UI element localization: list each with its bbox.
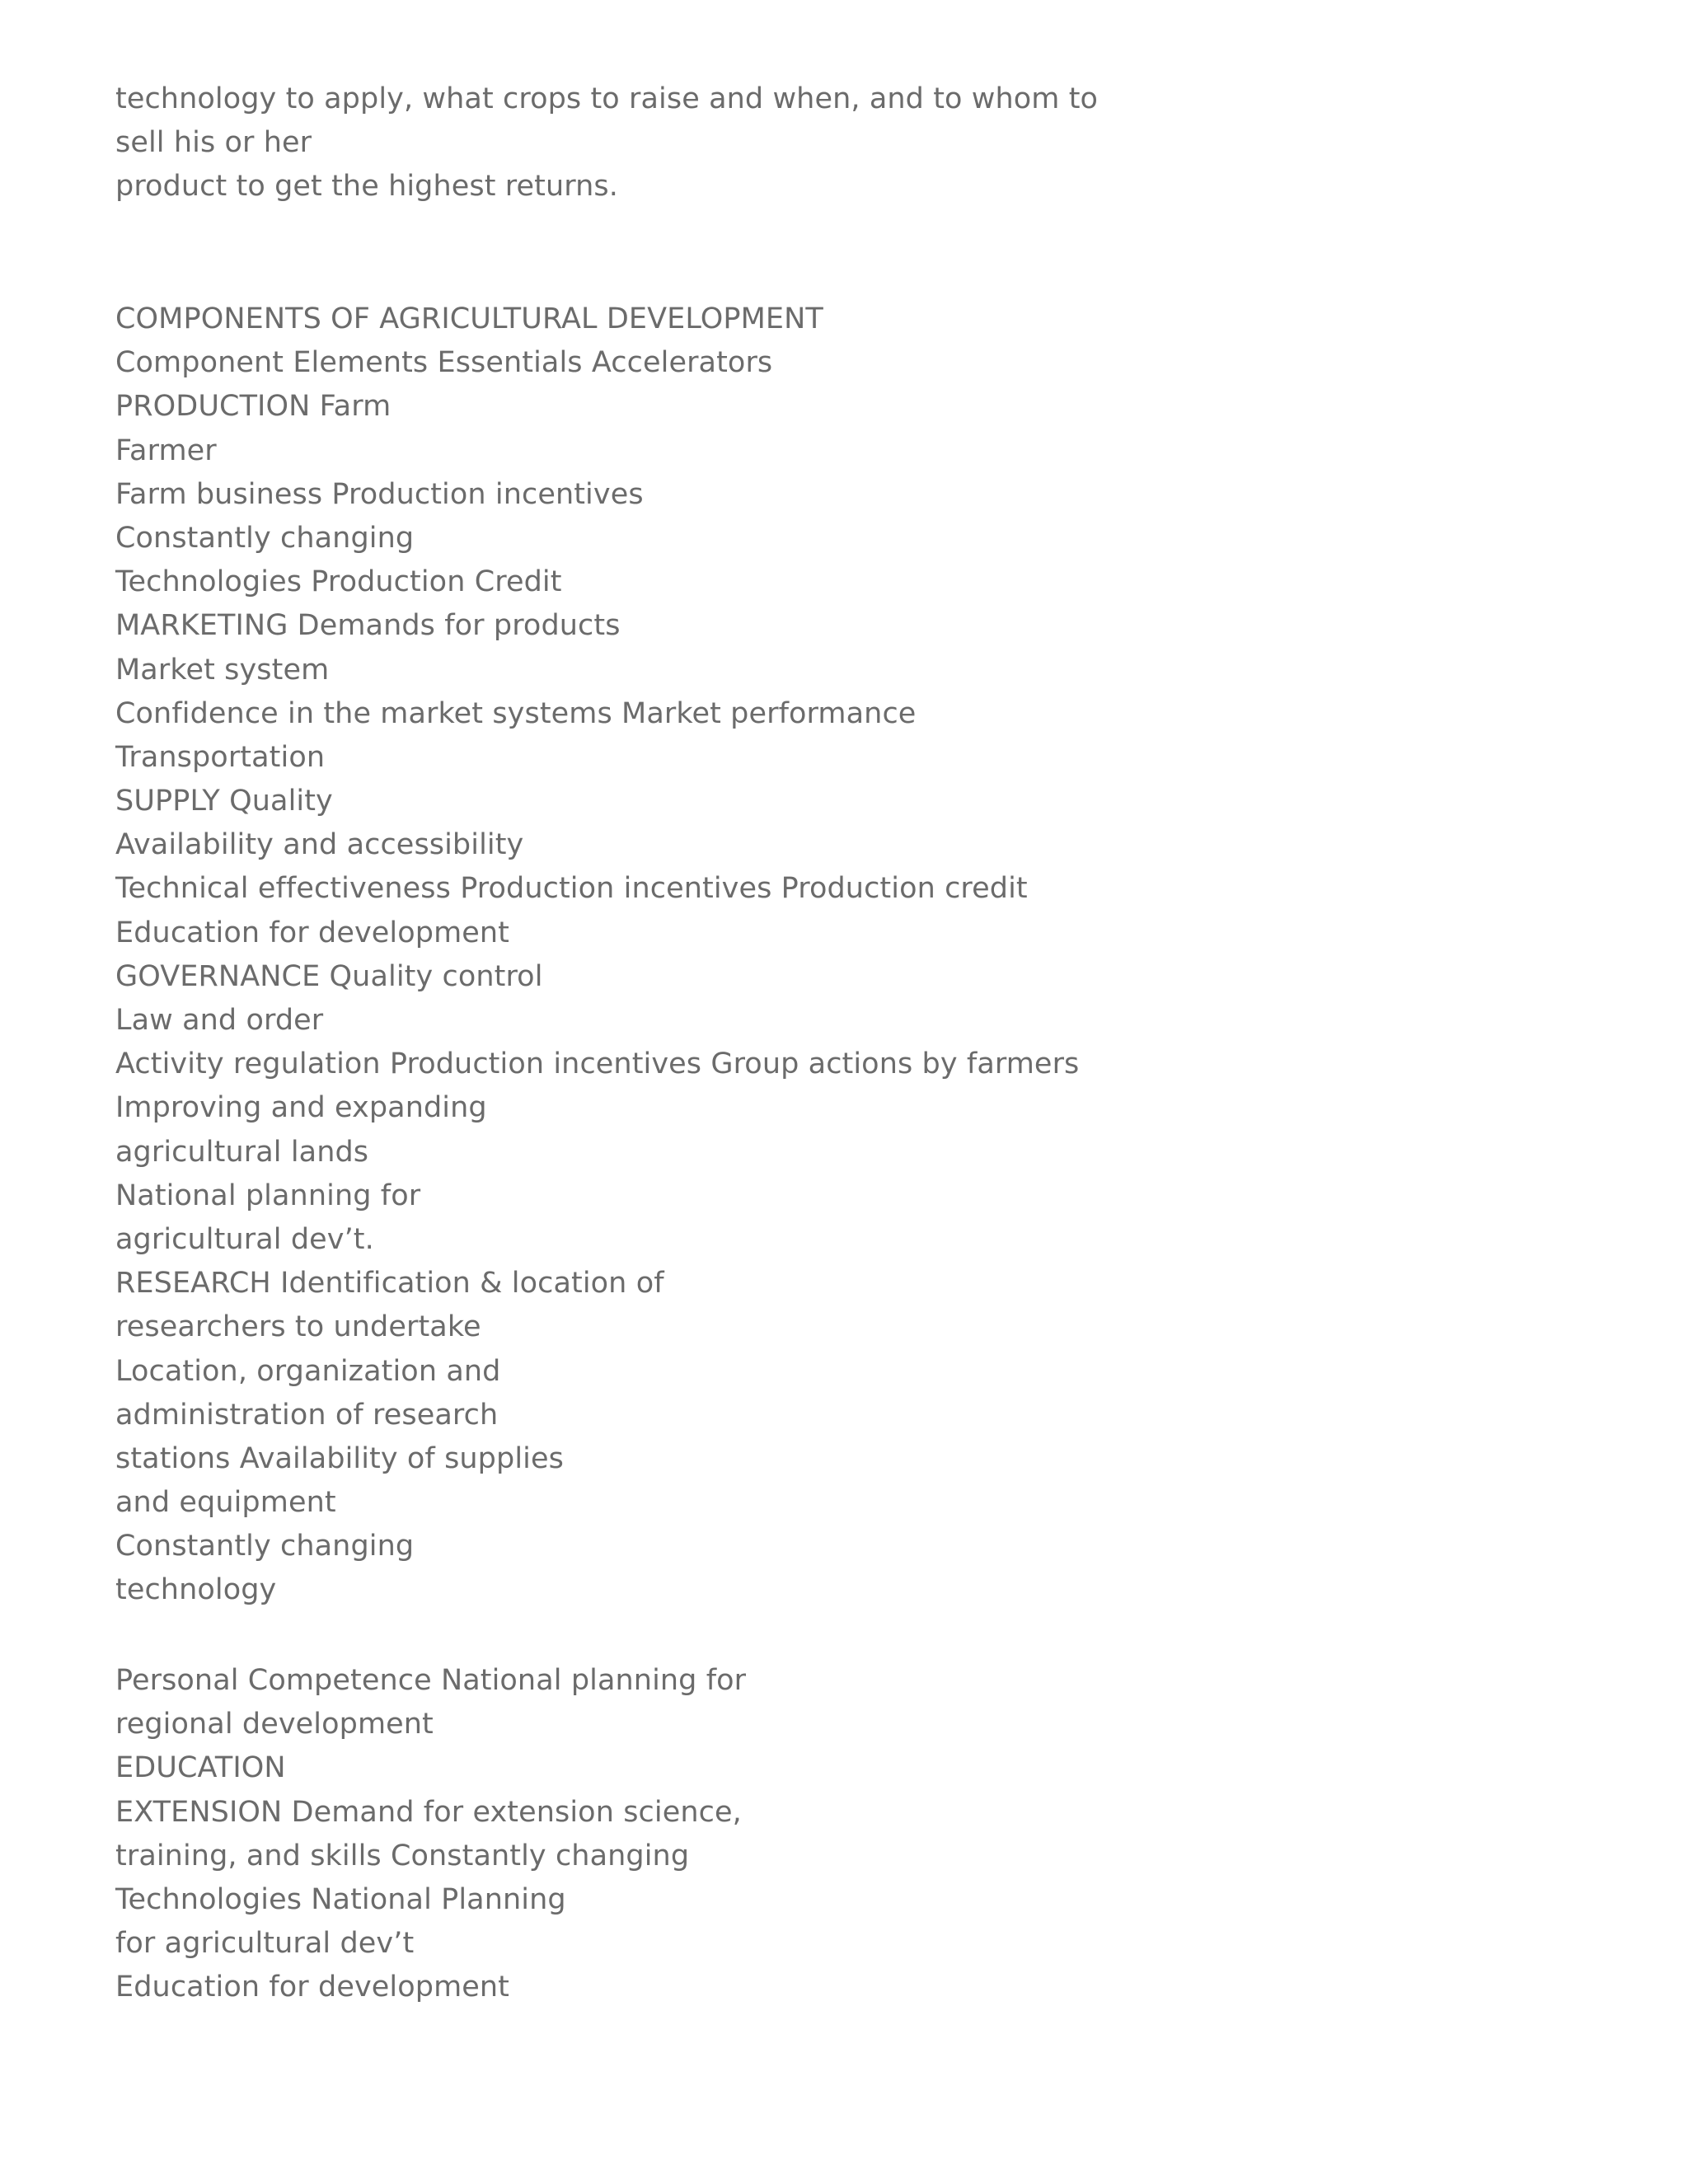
text-line: for agricultural dev’t (115, 1927, 415, 1961)
text-line: PRODUCTION Farm (115, 390, 392, 424)
text-line: Technologies National Planning (115, 1882, 566, 1916)
text-line: technology to apply, what crops to raise and when, and to whom to (115, 82, 1099, 115)
text-line: Farm business Production incentives (115, 477, 644, 511)
text-line: technology (115, 1573, 277, 1607)
section-heading: COMPONENTS OF AGRICULTURAL DEVELOPMENT (115, 302, 823, 335)
text-line: Education for development (115, 1971, 510, 2004)
text-line: sell his or her (115, 126, 312, 160)
text-line: SUPPLY Quality (115, 785, 333, 818)
text-line: Confidence in the market systems Market performance (115, 696, 917, 730)
text-line: EXTENSION Demand for extension science, (115, 1795, 742, 1829)
text-line: National planning for (115, 1179, 421, 1212)
text-line: Technical effectiveness Production incentives Production credit (115, 872, 1028, 906)
text-line: agricultural lands (115, 1135, 369, 1169)
text-line: Improving and expanding (115, 1091, 487, 1125)
text-line: Market system (115, 653, 330, 687)
text-line: stations Availability of supplies (115, 1441, 564, 1475)
components-section (115, 298, 1187, 1613)
text-line: Law and order (115, 1004, 324, 1037)
text-line: and equipment (115, 1486, 336, 1520)
text-line: training, and skills Constantly changing (115, 1839, 690, 1872)
text-line: RESEARCH Identification & location of (115, 1267, 664, 1301)
text-line: administration of research (115, 1398, 499, 1432)
text-line: product to get the highest returns. (115, 170, 618, 204)
text-line: GOVERNANCE Quality control (115, 959, 543, 993)
text-line: Technologies Production Credit (115, 565, 562, 599)
text-line: Availability and accessibility (115, 828, 524, 862)
text-line: Farmer (115, 434, 217, 467)
text-line: Constantly changing (115, 1530, 415, 1563)
text-line: Constantly changing (115, 521, 415, 555)
text-line: Education for development (115, 916, 510, 949)
text-line: Location, organization and (115, 1354, 501, 1388)
text-line: researchers to undertake (115, 1310, 481, 1344)
personal-competence-section (115, 1659, 1187, 2010)
text-line: Transportation (115, 740, 326, 774)
text-line: MARKETING Demands for products (115, 609, 621, 643)
text-line: Personal Competence National planning for (115, 1664, 747, 1697)
text-line: agricultural dev’t. (115, 1222, 374, 1256)
intro-paragraph (115, 77, 1187, 209)
text-line: regional development (115, 1708, 434, 1741)
text-line: EDUCATION (115, 1751, 286, 1785)
text-line: Component Elements Essentials Accelerators (115, 346, 773, 380)
text-line: Activity regulation Production incentives Group actions by farmers (115, 1047, 1080, 1081)
